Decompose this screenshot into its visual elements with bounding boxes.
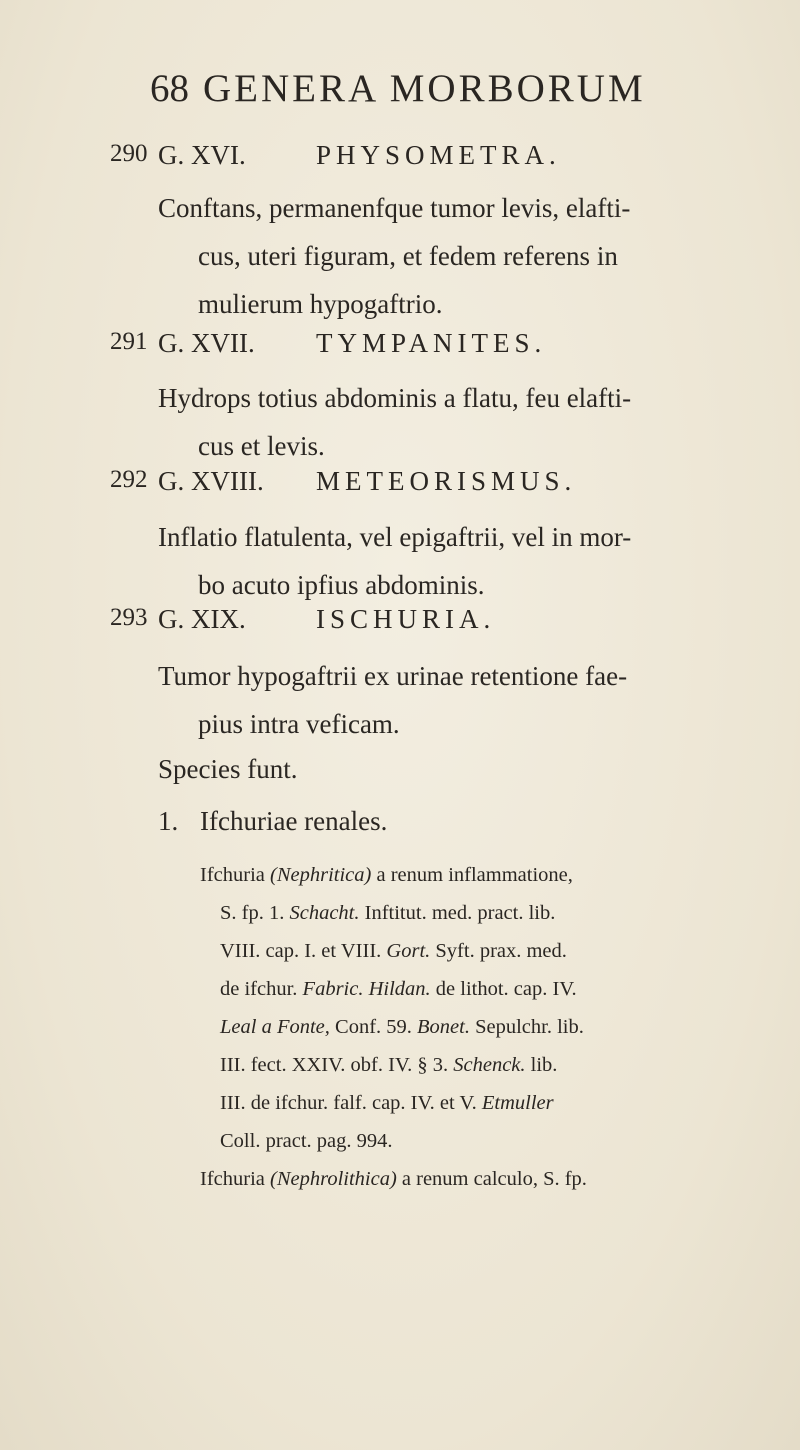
genus-label: G. XIX. xyxy=(158,604,246,634)
entry-number: 293 xyxy=(110,604,148,631)
species-label: Species funt. xyxy=(158,754,298,784)
genus-title: TYMPANITES. xyxy=(316,328,547,358)
genus-title: ISCHURIA. xyxy=(316,604,496,634)
entry-number: 291 xyxy=(110,328,148,355)
genus-label: G. XVIII. xyxy=(158,466,264,496)
species-name: Ifchuriae renales. xyxy=(200,806,388,836)
subspecies-block: Ifchuria (Nephritica) a renum inflammatione, S. fp. 1. Schacht. Inftitut. med. pract. lib. VIII. cap. I. et VIII. Gort. Syft. prax. med. de ifchur. Fabric. Hildan. de lithot. cap. IV. Leal a Fonte, Conf. 59. Bonet. Sepulchr. lib. III. fect. XXIV. obf. IV. § 3. Schenck. lib. III. de ifchur. falf. cap. IV. et V. Etmuller Coll. pract. pag. 994. Ifchuria (Nephrolithica) a renum calculo, S. fp. xyxy=(200,864,587,1190)
page-number: 68 xyxy=(150,67,189,110)
entry-description: Hydrops totius abdominis a flatu, feu elafti- cus et levis. xyxy=(158,383,632,461)
species-item xyxy=(158,806,387,837)
genus-label: G. XVI. xyxy=(158,140,246,170)
entry-description: Tumor hypogaftrii ex urinae retentione fae- pius intra veficam. xyxy=(158,661,628,739)
entry-description: Conftans, permanenfque tumor levis, elafti- cus, uteri figuram, et fedem referens in mulierum hypogaftrio. xyxy=(158,193,631,319)
running-title: GENERA MORBORUM xyxy=(203,67,646,110)
entry-number: 292 xyxy=(110,466,148,493)
genus-title: PHYSOMETRA. xyxy=(316,140,561,170)
genus-title: METEORISMUS. xyxy=(316,466,577,496)
genus-label: G. XVII. xyxy=(158,328,255,358)
entry-description: Inflatio flatulenta, vel epigaftrii, vel in mor- bo acuto ipfius abdominis. xyxy=(158,522,632,600)
species-number: 1. xyxy=(158,806,179,836)
running-header xyxy=(150,66,646,111)
entry-number: 290 xyxy=(110,140,148,167)
